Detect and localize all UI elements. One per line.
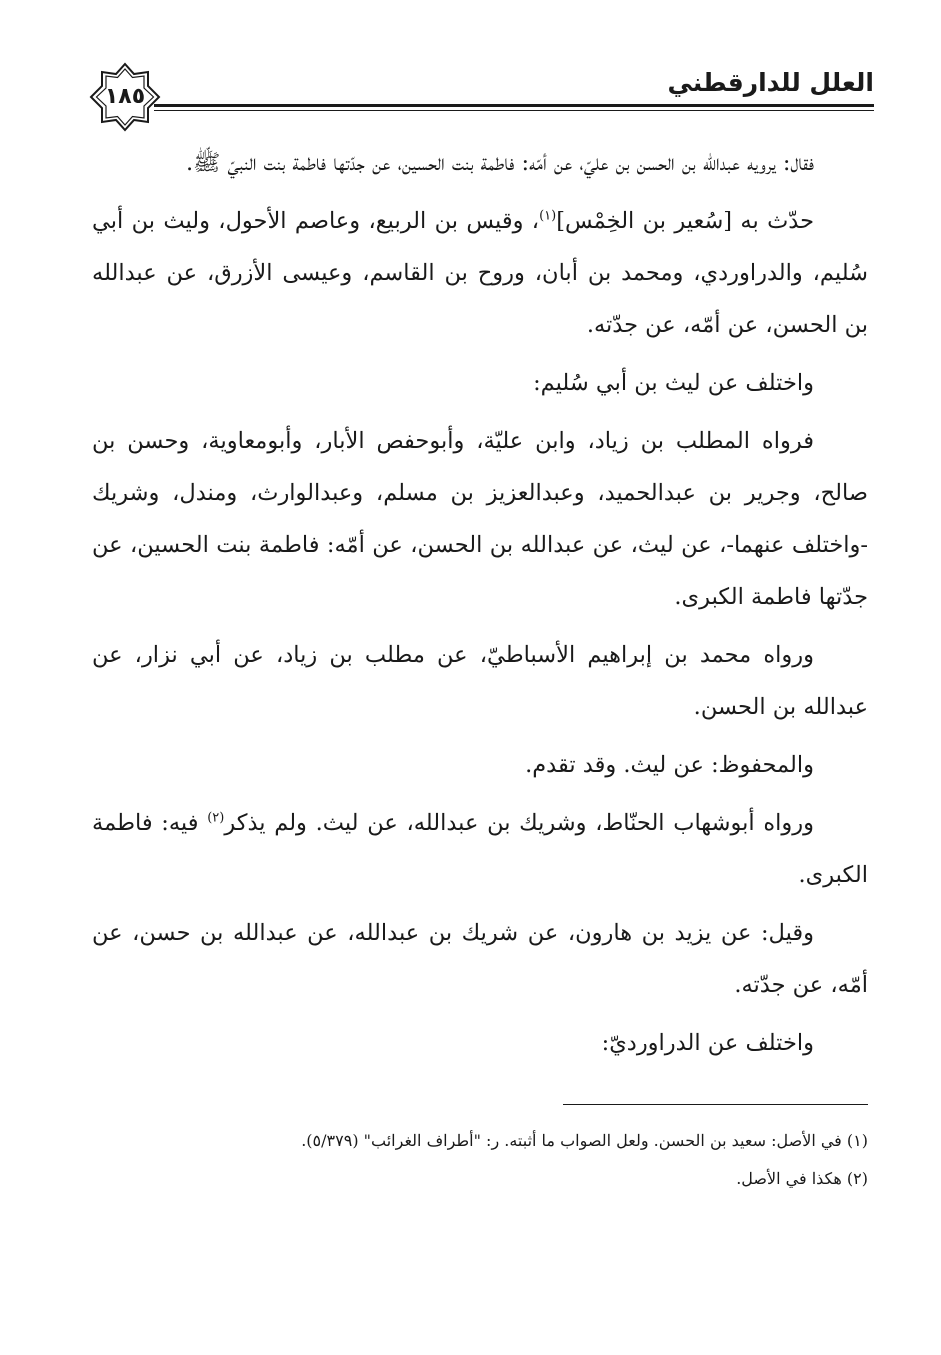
paragraph: واختلف عن الدراورديّ: (601, 1030, 814, 1056)
paragraph: فرواه المطلب بن زياد، وابن عليّة، وأبوحفص الأبار، وأبومعاوية، وحسن بن صالح، وجرير بن عبدالحميد، وعبدالعزيز بن مسلم، وعبدالوارث، ومندل، وشريك -واختلف عنهما-، عن ليث، عن عبدالله بن الحسن، عن أمّه: فاطمة بنت الحسين، عن جدّتها فاطمة الكبرى. (92, 428, 868, 610)
paragraph: والمحفوظ: عن ليث. وقد تقدم. (525, 752, 814, 778)
footnotes (92, 1122, 868, 1198)
footnote-separator (563, 1104, 868, 1105)
paragraph: واختلف عن ليث بن أبي سُليم: (533, 370, 814, 396)
paragraph: ورواه أبوشهاب الحنّاط، وشريك بن عبدالله، عن ليث. ولم يذكر$^{(٢)}$ فيه: فاطمة الكبرى. (92, 810, 868, 888)
paragraph: وقيل: عن يزيد بن هارون، عن شريك بن عبدالله، عن عبدالله بن حسن، عن أمّه، عن جدّته. (92, 920, 868, 998)
paragraph: ورواه محمد بن إبراهيم الأسباطيّ، عن مطلب بن زياد، عن أبي نزار، عن عبدالله بن الحسن. (92, 642, 868, 720)
footnote: (٢) هكذا في الأصل. (736, 1169, 868, 1188)
paragraph: حدّث به [سُعير بن الخِمْس]$^{(١)}$، وقيس بن الربيع، وعاصم الأحول، وليث بن أبي سُليم، والدراوردي، ومحمد بن أبان، وروح بن القاسم، وعيسى الأزرق، عن عبدالله بن الحسن، عن أمّه، عن جدّته. (92, 208, 868, 338)
footnote: (١) في الأصل: سعيد بن الحسن. ولعل الصواب ما أثبته. ر: "أطراف الغرائب" (٥/٣٧٩). (301, 1131, 868, 1150)
page-number: ١٨٥ (104, 84, 146, 109)
footnote-ref: (١) (539, 208, 557, 224)
page-number-badge (88, 62, 162, 132)
header-rule (154, 104, 874, 116)
paragraph: فقال: يرويه عبدالله بن الحسن بن عليّ، عن أمّه: فاطمة بنت الحسين، عن جدّتها فاطمة بنت النبيّ ﷺ. (185, 150, 814, 176)
page-header (88, 62, 874, 132)
footnote-ref: (٢) (207, 810, 225, 826)
main-text (92, 137, 868, 1075)
book-title: العلل للدارقطني (667, 68, 874, 97)
